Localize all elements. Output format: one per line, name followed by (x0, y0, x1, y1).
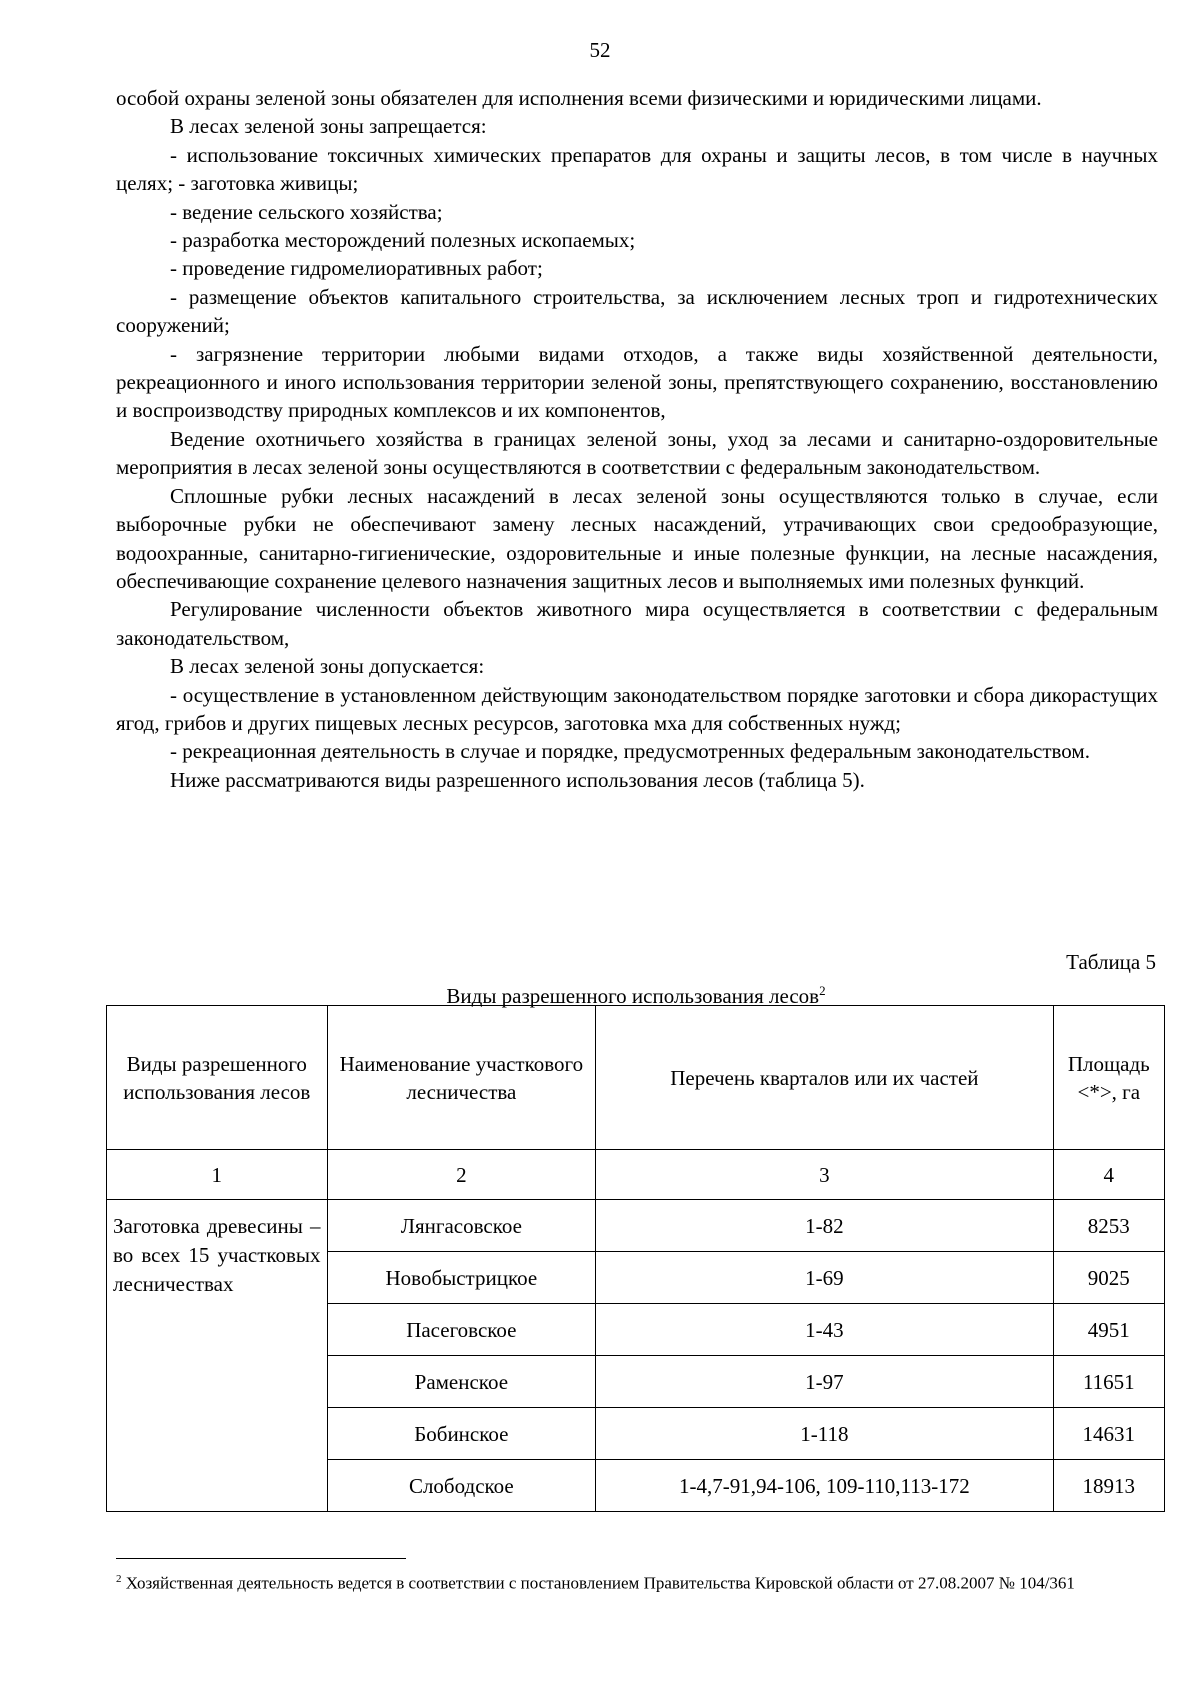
paragraph: В лесах зеленой зоны запрещается: (170, 114, 487, 139)
use-kind-cell: Заготовка древесины – во всех 15 участковых лесничествах (107, 1200, 328, 1512)
paragraph: В лесах зеленой зоны допускается: (170, 654, 485, 679)
table-title (106, 979, 1166, 1008)
table-title-text: Виды разрешенного использования лесов (446, 984, 820, 1008)
area-value: 8253 (1053, 1200, 1164, 1252)
list-item: - проведение гидромелиоративных работ; (170, 256, 543, 281)
paragraph: Ведение охотничьего хозяйства в границах зеленой зоны, уход за лесами и санитарно-оздоровительные мероприятия в лесах зеленой зоны осуществляются в соответствии с федеральным законодательством. (116, 426, 1158, 480)
list-item: - загрязнение территории любыми видами отходов, а также виды хозяйственной деятельности, рекреационного и иного использования территории зеленой зоны, препятствующего сохранению, восстановлению и воспроизводству природных комплексов и их компонентов, (116, 341, 1158, 423)
list-item: - осуществление в установленном действующим законодательством порядке заготовки и сбора дикорастущих ягод, грибов и других пищевых лесных ресурсов, заготовка мха для собственных нужд; (116, 682, 1158, 735)
table-label: Таблица 5 (1066, 950, 1156, 974)
forestry-name: Лянгасовское (327, 1200, 596, 1252)
column-header: Перечень кварталов или их частей (596, 1006, 1053, 1150)
forestry-name: Пасеговское (327, 1304, 596, 1356)
list-item: - использование токсичных химических препаратов для охраны и защиты лесов, в том числе в научных целях; - заготовка живицы; (116, 142, 1158, 196)
list-item: - рекреационная деятельность в случае и порядке, предусмотренных федеральным законодательством. (170, 739, 1090, 764)
column-header: Площадь <*>, га (1053, 1006, 1164, 1150)
paragraph: Ниже рассматриваются виды разрешенного использования лесов (таблица 5). (170, 767, 865, 792)
area-value: 11651 (1053, 1356, 1164, 1408)
quarters-list: 1-118 (596, 1408, 1053, 1460)
column-number: 1 (107, 1150, 328, 1200)
table-header-row (107, 1006, 1165, 1150)
area-value: 14631 (1053, 1408, 1164, 1460)
list-item: - размещение объектов капитального строительства, за исключением лесных троп и гидротехнических сооружений; (116, 284, 1158, 338)
page-number: 52 (589, 38, 611, 62)
forestry-name: Новобыстрицкое (327, 1252, 596, 1304)
area-value: 4951 (1053, 1304, 1164, 1356)
column-number-row (107, 1150, 1165, 1200)
quarters-list: 1-82 (596, 1200, 1053, 1252)
paragraph: Сплошные рубки лесных насаждений в лесах зеленой зоны осуществляются только в случае, если выборочные рубки не обеспечивают замену лесных насаждений, утрачивающих свои средообразующие, водоохранные, санитарно-гигиенические, оздоровительные и иные полезные функции, на лесные насаждения, обеспечивающие сохранение целевого назначения защитных лесов и выполняемых ими полезных функций. (116, 483, 1158, 593)
forestry-name: Раменское (327, 1356, 596, 1408)
quarters-list: 1-69 (596, 1252, 1053, 1304)
area-value: 18913 (1053, 1460, 1164, 1512)
table-row (107, 1200, 1165, 1252)
column-header: Наименование участкового лесничества (327, 1006, 596, 1150)
column-header: Виды разрешенного использования лесов (107, 1006, 328, 1150)
list-item: - ведение сельского хозяйства; (170, 199, 443, 224)
paragraph: особой охраны зеленой зоны обязателен для исполнения всеми физическими и юридическими лицами. (116, 86, 1042, 110)
footnote-mark: 2 (116, 1573, 122, 1585)
footnote-reference: 2 (819, 983, 826, 998)
forestry-name: Слободское (327, 1460, 596, 1512)
column-number: 4 (1053, 1150, 1164, 1200)
footnote-text: Хозяйственная деятельность ведется в соответствии с постановлением Правительства Кировской области от 27.08.2007 № 104/361 (125, 1573, 1075, 1593)
quarters-list: 1-43 (596, 1304, 1053, 1356)
list-item: - разработка месторождений полезных ископаемых; (170, 228, 636, 253)
footnote-separator (116, 1558, 406, 1559)
column-number: 2 (327, 1150, 596, 1200)
forest-use-table (106, 1005, 1165, 1512)
forestry-name: Бобинское (327, 1408, 596, 1460)
footnote (116, 1568, 1158, 1595)
paragraph: Регулирование численности объектов животного мира осуществляется в соответствии с федеральным законодательством, (116, 597, 1158, 650)
quarters-list: 1-4,7-91,94-106, 109-110,113-172 (596, 1460, 1053, 1512)
quarters-list: 1-97 (596, 1356, 1053, 1408)
column-number: 3 (596, 1150, 1053, 1200)
area-value: 9025 (1053, 1252, 1164, 1304)
body-text (116, 84, 1158, 794)
